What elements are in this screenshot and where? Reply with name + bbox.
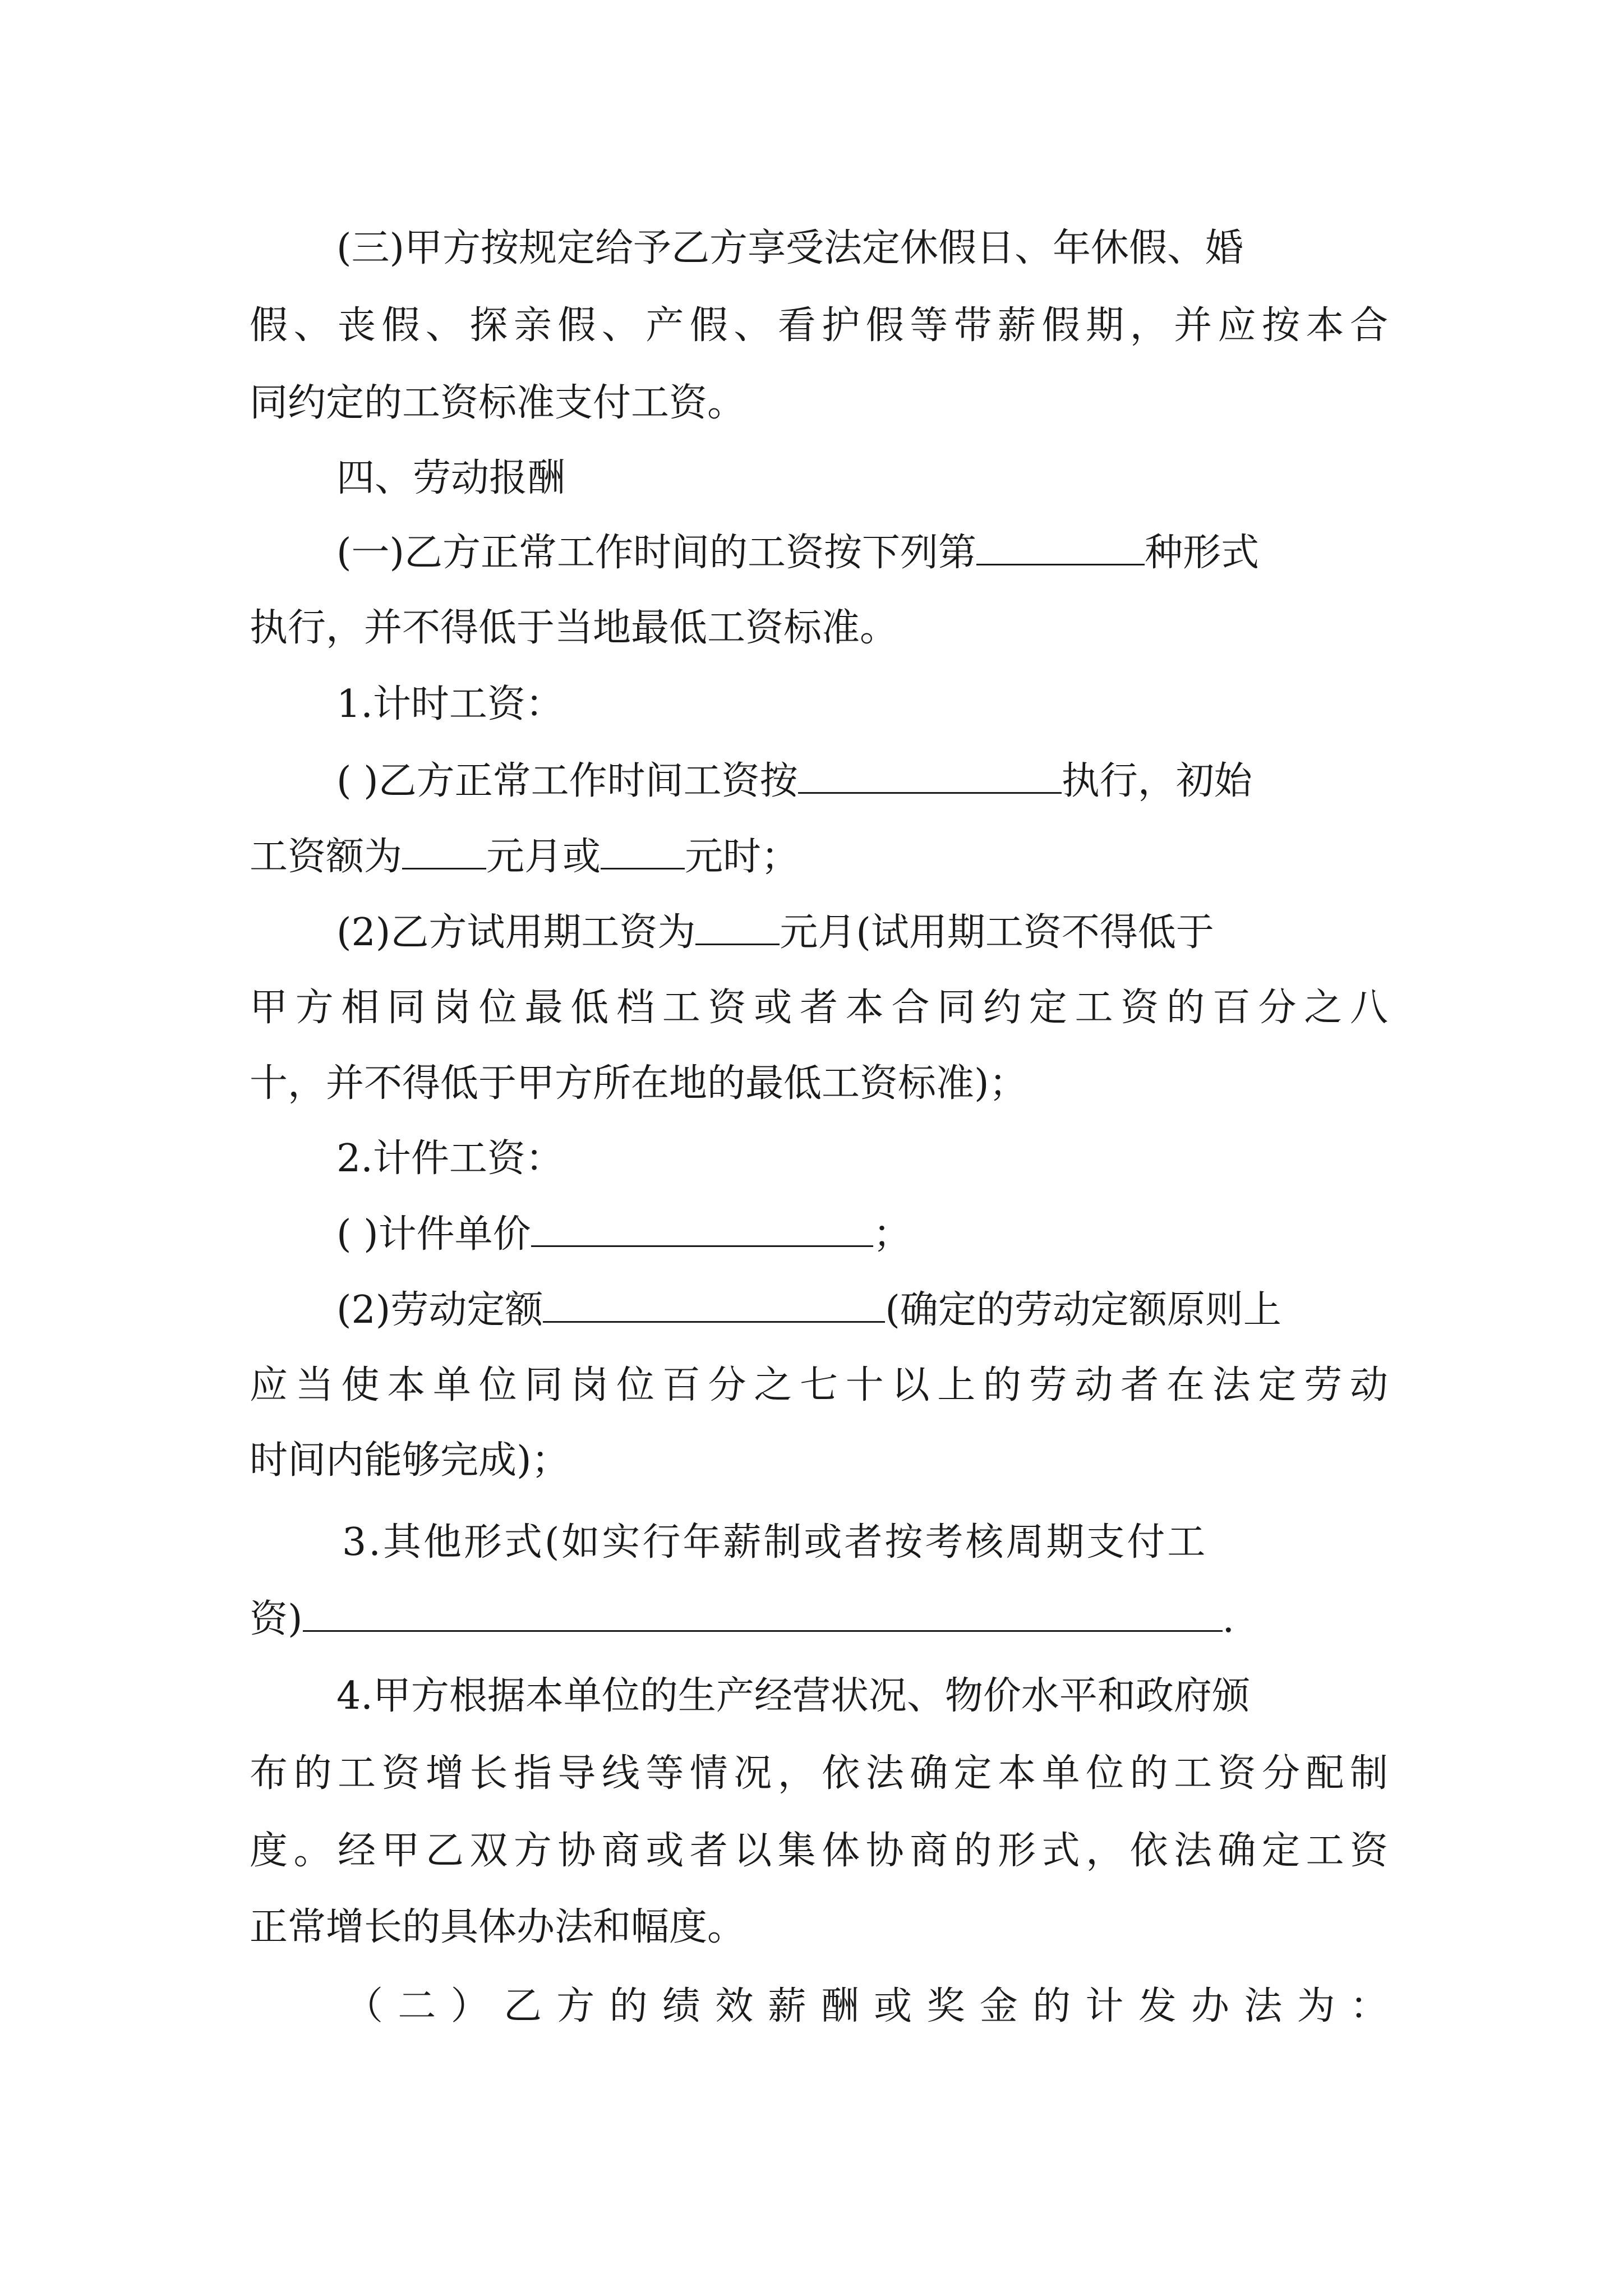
item-1a-blank-standard	[798, 753, 1062, 794]
item-1a-text-b: 执行，初始	[1061, 759, 1252, 803]
item-2b-line-3: 时间内能够完成)；	[250, 1438, 570, 1483]
item-2b-line-1	[336, 1282, 1391, 1338]
item-2b-text-b: (确定的劳动定额原则上	[885, 1288, 1281, 1332]
item-3-line-2	[250, 1591, 1388, 1647]
item-1-heading: 1.计时工资：	[336, 682, 564, 726]
item-2a-blank-unit-price	[531, 1206, 873, 1247]
clause-bonus-line: （二）乙方的绩效薪酬或奖金的计发办法为：	[345, 1984, 1388, 2028]
item-4-line-3: 度。经甲乙双方协商或者以集体协商的形式，依法确定工资	[250, 1829, 1388, 1873]
item-1a-text-d: 元月或	[486, 835, 601, 879]
item-3-blank-other-form	[303, 1591, 1223, 1632]
clause-3-line-2: 假、丧假、探亲假、产假、看护假等带薪假期，并应按本合	[250, 303, 1388, 348]
clause-3-line-3: 同约定的工资标准支付工资。	[250, 381, 746, 425]
pay-form-line-1	[336, 524, 1391, 581]
item-1a-line-2	[250, 829, 1388, 885]
item-1a-blank-monthly	[402, 829, 486, 869]
item-4-line-2: 布的工资增长指导线等情况，依法确定本单位的工资分配制	[250, 1751, 1388, 1796]
item-4-line-1: 4.甲方根据本单位的生产经营状况、物价水平和政府颁	[336, 1674, 1250, 1718]
item-3-line-1: 3.其他形式(如实行年薪制或者按考核周期支付工	[342, 1520, 1208, 1565]
item-1b-line-1	[336, 904, 1391, 960]
item-1b-line-2: 甲方相同岗位最低档工资或者本合同约定工资的百分之八	[250, 986, 1388, 1030]
item-1b-blank-probation	[695, 904, 780, 945]
item-2b-blank-quota	[543, 1282, 885, 1323]
pay-form-text-b: 种形式	[1145, 531, 1260, 575]
item-1a-blank-hourly	[601, 829, 685, 869]
item-1b-text-b: 元月(试用期工资不得低于	[780, 910, 1214, 955]
item-1a-text-c: 工资额为	[250, 835, 403, 879]
item-2a-text-b: ；	[873, 1212, 911, 1257]
item-1b-text-a: (2)乙方试用期工资为	[336, 910, 696, 955]
item-1a-text-e: 元时；	[685, 835, 800, 879]
item-1a-text-a: ( )乙方正常工作时间工资按	[336, 759, 798, 803]
pay-form-text-a: (一)乙方正常工作时间的工资按下列第	[336, 531, 977, 575]
clause-3-line-1: (三)甲方按规定给予乙方享受法定休假日、年休假、婚	[336, 226, 1244, 270]
item-2b-text-a: (2)劳动定额	[336, 1288, 543, 1332]
item-2a-text-a: ( )计件单价	[336, 1212, 531, 1257]
item-1a-line-1	[336, 753, 1391, 809]
section-heading-labor-pay: 四、劳动报酬	[336, 456, 566, 500]
pay-form-blank	[976, 524, 1145, 565]
item-3-text-a: 资)	[250, 1597, 303, 1641]
item-3-text-b: .	[1222, 1597, 1235, 1641]
item-4-line-4: 正常增长的具体办法和幅度。	[250, 1905, 746, 1949]
item-1b-line-3: 十，并不得低于甲方所在地的最低工资标准)；	[250, 1061, 1027, 1106]
pay-form-line-2: 执行，并不得低于当地最低工资标准。	[250, 606, 898, 650]
item-2-heading: 2.计件工资：	[336, 1137, 564, 1181]
item-2b-line-2: 应当使本单位同岗位百分之七十以上的劳动者在法定劳动	[250, 1363, 1388, 1407]
item-2a-line	[336, 1206, 1391, 1262]
